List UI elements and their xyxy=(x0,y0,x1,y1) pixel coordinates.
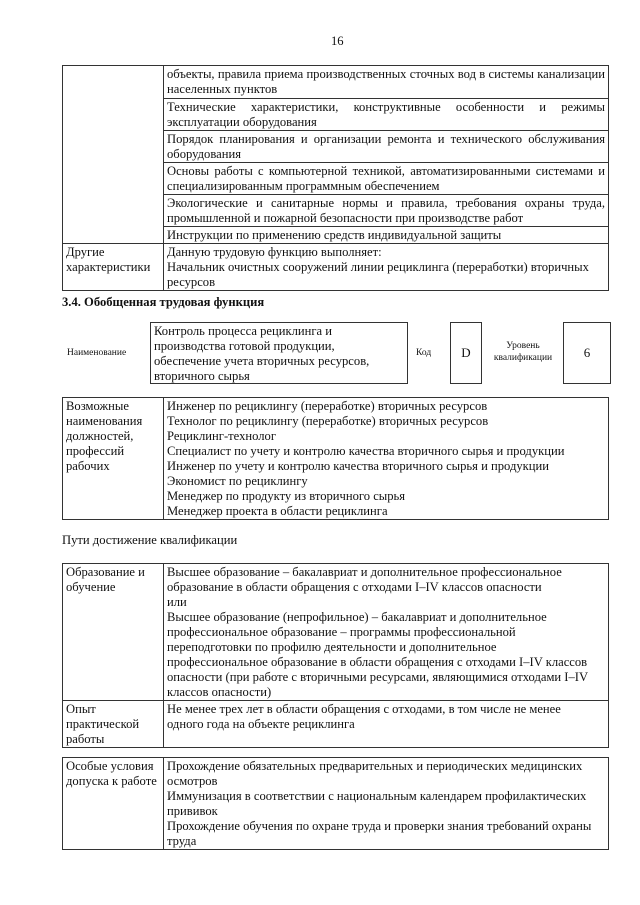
education-label: Образование и обучение xyxy=(63,564,164,701)
position-item: Менеджер проекта в области рециклинга xyxy=(167,504,388,518)
paths-heading: Пути достижение квалификации xyxy=(62,533,238,547)
education-line: или xyxy=(167,595,187,609)
education-line: профессиональное образование в области обращения с отходами I–IV классов xyxy=(167,655,588,669)
education-line: образование в области обращения с отходами I–IV классов опасности xyxy=(167,580,542,594)
education-line: Высшее образование (непрофильное) – бакалавриат и дополнительное xyxy=(167,610,547,624)
conditions-table xyxy=(62,757,609,850)
positions-label: Возможные наименования должностей, профессий рабочих xyxy=(63,398,164,520)
knowledge-item: Основы работы с компьютерной техникой, автоматизированными системами и специализированным программным обеспечением xyxy=(164,163,609,195)
experience-line: одного года на объекте рециклинга xyxy=(167,717,355,731)
code-label: Код xyxy=(416,348,432,358)
positions-table xyxy=(62,397,609,520)
position-item: Менеджер по продукту из вторичного сырья xyxy=(167,489,406,503)
code-value: D xyxy=(450,322,482,384)
position-item: Технолог по рециклингу (переработке) вторичных ресурсов xyxy=(167,414,489,428)
level-value: 6 xyxy=(563,322,611,384)
other-value xyxy=(164,244,609,291)
other-line: Данную трудовую функцию выполняет: xyxy=(167,245,382,259)
condition-item: Прохождение обязательных предварительных и периодических медицинских осмотров xyxy=(167,759,583,788)
experience-value xyxy=(164,701,609,748)
education-line: профессиональное образование – программы профессиональной xyxy=(167,625,516,639)
education-line: классов опасности) xyxy=(167,685,272,699)
conditions-list xyxy=(164,758,609,850)
qualification-table xyxy=(62,563,609,748)
knowledge-table xyxy=(62,65,609,291)
education-value xyxy=(164,564,609,701)
condition-item: Прохождение обучения по охране труда и проверки знания требований охраны труда xyxy=(167,819,592,848)
position-item: Рециклинг-технолог xyxy=(167,429,276,443)
name-value: Контроль процесса рециклинга и производства готовой продукции, обеспечение учета вторичных ресурсов, вторичного сырья xyxy=(150,322,408,384)
condition-item: Иммунизация в соответствии с национальным календарем профилактических прививок xyxy=(167,789,587,818)
section-heading: 3.4. Обобщенная трудовая функция xyxy=(62,295,265,309)
other-line: Начальник очистных сооружений линии рециклинга (переработки) вторичных ресурсов xyxy=(167,260,589,289)
name-label: Наименование xyxy=(67,348,127,358)
knowledge-item: Экологические и санитарные нормы и правила, требования охраны труда, промышленной и пожарной безопасности при производстве работ xyxy=(164,195,609,227)
education-line: Высшее образование – бакалавриат и дополнительное профессиональное xyxy=(167,565,562,579)
conditions-label: Особые условия допуска к работе xyxy=(63,758,164,850)
education-line: переподготовки по профилю деятельности и дополнительное xyxy=(167,640,497,654)
education-line: опасности (при работе с вторичными ресурсами, являющимися отходами I–IV xyxy=(167,670,589,684)
page-number: 16 xyxy=(331,34,344,48)
position-item: Инженер по рециклингу (переработке) вторичных ресурсов xyxy=(167,399,488,413)
experience-line: Не менее трех лет в области обращения с отходами, в том числе не менее xyxy=(167,702,561,716)
positions-list xyxy=(164,398,609,520)
knowledge-item: Технические характеристики, конструктивные особенности и режимы эксплуатации оборудования xyxy=(164,99,609,131)
knowledge-item: Инструкции по применению средств индивидуальной защиты xyxy=(164,227,609,244)
knowledge-item: объекты, правила приема производственных сточных вод в системы канализации населенных пунктов xyxy=(164,66,609,99)
position-item: Экономист по рециклингу xyxy=(167,474,308,488)
level-label: Уровень квалификации xyxy=(493,341,553,363)
empty-cell xyxy=(63,66,164,244)
other-label: Другие характеристики xyxy=(63,244,164,291)
position-item: Инженер по учету и контролю качества вторичного сырья и продукции xyxy=(167,459,550,473)
experience-label: Опыт практической работы xyxy=(63,701,164,748)
knowledge-item: Порядок планирования и организации ремонта и технического обслуживания оборудования xyxy=(164,131,609,163)
position-item: Специалист по учету и контролю качества вторичного сырья и продукции xyxy=(167,444,565,458)
